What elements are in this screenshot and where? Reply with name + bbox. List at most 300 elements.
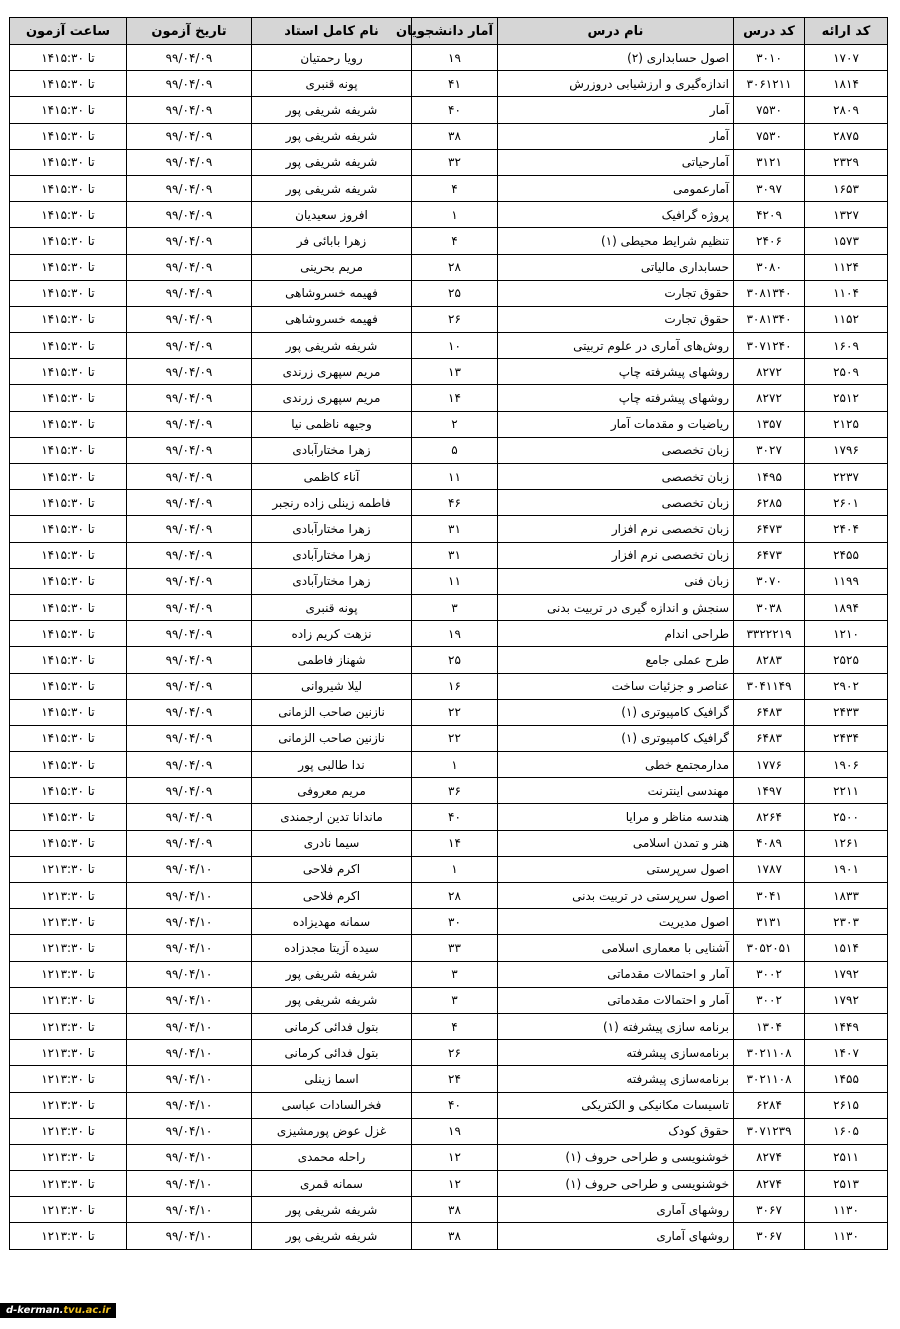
offering-code-cell: ۲۶۱۵: [805, 1092, 888, 1118]
course-code-cell: ۳۱۳۱: [734, 909, 805, 935]
student-count-cell: ۴: [412, 175, 498, 201]
course-code-cell: ۳۰۷۰: [734, 568, 805, 594]
table-row: [10, 202, 888, 228]
course-name-cell: ریاضیات و مقدمات آمار: [498, 411, 734, 437]
exam-date-cell: ۹۹/۰۴/۰۹: [127, 830, 252, 856]
exam-date-cell: ۹۹/۰۴/۰۹: [127, 621, 252, 647]
instructor-name-cell: زهرا مختارآبادی: [252, 437, 412, 463]
table-row: [10, 909, 888, 935]
instructor-name-cell: پونه قنبری: [252, 594, 412, 620]
table-row: [10, 123, 888, 149]
offering-code-cell: ۲۴۵۵: [805, 542, 888, 568]
instructor-name-cell: سمانه قمری: [252, 1171, 412, 1197]
course-name-cell: زبان تخصصی: [498, 464, 734, 490]
student-count-cell: ۱۶: [412, 673, 498, 699]
course-name-cell: برنامه‌سازی پیشرفته: [498, 1040, 734, 1066]
exam-date-cell: ۹۹/۰۴/۱۰: [127, 1013, 252, 1039]
course-code-cell: ۳۰۲۱۱۰۸: [734, 1066, 805, 1092]
student-count-cell: ۱۳: [412, 359, 498, 385]
course-name-cell: خوشنویسی و طراحی حروف (۱): [498, 1171, 734, 1197]
instructor-name-cell: فهیمه خسروشاهی: [252, 306, 412, 332]
exam-date-cell: ۹۹/۰۴/۰۹: [127, 647, 252, 673]
course-code-cell: ۶۴۸۳: [734, 725, 805, 751]
student-count-cell: ۱۹: [412, 45, 498, 71]
offering-code-cell: ۱۸۳۳: [805, 883, 888, 909]
student-count-cell: ۴۰: [412, 1092, 498, 1118]
exam-date-cell: ۹۹/۰۴/۰۹: [127, 464, 252, 490]
course-name-cell: زبان تخصصی: [498, 437, 734, 463]
table-row: [10, 1066, 888, 1092]
header-exam-time: ساعت آزمون: [10, 18, 127, 45]
offering-code-cell: ۲۴۳۳: [805, 699, 888, 725]
offering-code-cell: ۱۱۰۴: [805, 280, 888, 306]
instructor-name-cell: فخرالسادات عباسی: [252, 1092, 412, 1118]
exam-time-cell: ۱۲تا ۱۳:۳۰: [10, 1013, 127, 1039]
table-row: [10, 175, 888, 201]
course-name-cell: حقوق کودک: [498, 1118, 734, 1144]
exam-date-cell: ۹۹/۰۴/۱۰: [127, 883, 252, 909]
exam-date-cell: ۹۹/۰۴/۱۰: [127, 1066, 252, 1092]
course-code-cell: ۳۰۷۱۲۴۰: [734, 333, 805, 359]
exam-time-cell: ۱۲تا ۱۳:۳۰: [10, 1171, 127, 1197]
offering-code-cell: ۱۱۹۹: [805, 568, 888, 594]
instructor-name-cell: زهرا بابائی فر: [252, 228, 412, 254]
instructor-name-cell: شریفه شریفی پور: [252, 1197, 412, 1223]
exam-time-cell: ۱۴تا ۱۵:۳۰: [10, 830, 127, 856]
exam-time-cell: ۱۲تا ۱۳:۳۰: [10, 935, 127, 961]
course-name-cell: آمار: [498, 97, 734, 123]
instructor-name-cell: زهرا مختارآبادی: [252, 542, 412, 568]
exam-date-cell: ۹۹/۰۴/۰۹: [127, 778, 252, 804]
offering-code-cell: ۲۲۱۱: [805, 778, 888, 804]
exam-time-cell: ۱۴تا ۱۵:۳۰: [10, 202, 127, 228]
course-name-cell: زبان تخصصی نرم افزار: [498, 542, 734, 568]
course-code-cell: ۶۴۷۳: [734, 542, 805, 568]
exam-time-cell: ۱۴تا ۱۵:۳۰: [10, 725, 127, 751]
student-count-cell: ۲۲: [412, 725, 498, 751]
site-watermark: d-kerman.tvu.ac.ir: [0, 1303, 116, 1318]
exam-time-cell: ۱۴تا ۱۵:۳۰: [10, 306, 127, 332]
student-count-cell: ۱: [412, 752, 498, 778]
course-code-cell: ۷۵۳۰: [734, 97, 805, 123]
instructor-name-cell: نزهت کریم زاده: [252, 621, 412, 647]
course-name-cell: خوشنویسی و طراحی حروف (۱): [498, 1144, 734, 1170]
student-count-cell: ۲۴: [412, 1066, 498, 1092]
course-code-cell: ۸۲۷۲: [734, 359, 805, 385]
course-name-cell: حسابداری مالیاتی: [498, 254, 734, 280]
course-name-cell: حقوق تجارت: [498, 306, 734, 332]
course-name-cell: اصول مدیریت: [498, 909, 734, 935]
table-row: [10, 673, 888, 699]
course-name-cell: روشهای آماری: [498, 1223, 734, 1249]
student-count-cell: ۱۰: [412, 333, 498, 359]
exam-date-cell: ۹۹/۰۴/۰۹: [127, 411, 252, 437]
instructor-name-cell: فهیمه خسروشاهی: [252, 280, 412, 306]
instructor-name-cell: شریفه شریفی پور: [252, 961, 412, 987]
course-name-cell: برنامه سازی پیشرفته (۱): [498, 1013, 734, 1039]
offering-code-cell: ۱۲۶۱: [805, 830, 888, 856]
student-count-cell: ۱۱: [412, 464, 498, 490]
exam-date-cell: ۹۹/۰۴/۰۹: [127, 542, 252, 568]
course-code-cell: ۱۴۹۵: [734, 464, 805, 490]
table-row: [10, 437, 888, 463]
course-name-cell: اصول حسابداری (۲): [498, 45, 734, 71]
exam-date-cell: ۹۹/۰۴/۰۹: [127, 673, 252, 699]
student-count-cell: ۳: [412, 987, 498, 1013]
offering-code-cell: ۲۵۱۲: [805, 385, 888, 411]
offering-code-cell: ۲۱۲۵: [805, 411, 888, 437]
course-code-cell: ۶۲۸۴: [734, 1092, 805, 1118]
table-row: [10, 647, 888, 673]
exam-time-cell: ۱۴تا ۱۵:۳۰: [10, 228, 127, 254]
offering-code-cell: ۱۴۰۷: [805, 1040, 888, 1066]
offering-code-cell: ۲۵۱۳: [805, 1171, 888, 1197]
offering-code-cell: ۲۸۰۹: [805, 97, 888, 123]
table-row: [10, 935, 888, 961]
exam-time-cell: ۱۴تا ۱۵:۳۰: [10, 411, 127, 437]
student-count-cell: ۳۱: [412, 542, 498, 568]
course-code-cell: ۱۷۷۶: [734, 752, 805, 778]
course-name-cell: روش‌های آماری در علوم تربیتی: [498, 333, 734, 359]
student-count-cell: ۲۵: [412, 280, 498, 306]
course-name-cell: گرافیک کامپیوتری (۱): [498, 725, 734, 751]
course-code-cell: ۳۰۸۰: [734, 254, 805, 280]
exam-date-cell: ۹۹/۰۴/۰۹: [127, 97, 252, 123]
instructor-name-cell: آناء کاظمی: [252, 464, 412, 490]
offering-code-cell: ۲۳۰۳: [805, 909, 888, 935]
table-row: [10, 97, 888, 123]
offering-code-cell: ۲۸۷۵: [805, 123, 888, 149]
exam-date-cell: ۹۹/۰۴/۰۹: [127, 725, 252, 751]
offering-code-cell: ۱۲۱۰: [805, 621, 888, 647]
table-row: [10, 254, 888, 280]
student-count-cell: ۱۹: [412, 621, 498, 647]
student-count-cell: ۱: [412, 856, 498, 882]
table-row: [10, 464, 888, 490]
table-row: [10, 516, 888, 542]
table-row: [10, 333, 888, 359]
offering-code-cell: ۱۱۳۰: [805, 1223, 888, 1249]
course-code-cell: ۳۰۶۷: [734, 1197, 805, 1223]
header-course-code: کد درس: [734, 18, 805, 45]
offering-code-cell: ۲۵۰۹: [805, 359, 888, 385]
table-header-row: [10, 18, 888, 45]
exam-time-cell: ۱۴تا ۱۵:۳۰: [10, 464, 127, 490]
exam-time-cell: ۱۲تا ۱۳:۳۰: [10, 1223, 127, 1249]
course-name-cell: اصول سرپرستی در تربیت بدنی: [498, 883, 734, 909]
instructor-name-cell: مریم سپهری زرندی: [252, 385, 412, 411]
course-name-cell: روشهای پیشرفته چاپ: [498, 385, 734, 411]
course-code-cell: ۸۲۷۴: [734, 1171, 805, 1197]
student-count-cell: ۲۲: [412, 699, 498, 725]
offering-code-cell: ۱۱۳۰: [805, 1197, 888, 1223]
exam-date-cell: ۹۹/۰۴/۱۰: [127, 1171, 252, 1197]
table-row: [10, 490, 888, 516]
table-row: [10, 45, 888, 71]
header-offering-code: کد ارائه: [805, 18, 888, 45]
exam-date-cell: ۹۹/۰۴/۰۹: [127, 175, 252, 201]
course-name-cell: مهندسی اینترنت: [498, 778, 734, 804]
header-course-name: نام درس: [498, 18, 734, 45]
student-count-cell: ۴: [412, 228, 498, 254]
exam-time-cell: ۱۴تا ۱۵:۳۰: [10, 254, 127, 280]
offering-code-cell: ۱۶۰۵: [805, 1118, 888, 1144]
offering-code-cell: ۲۵۱۱: [805, 1144, 888, 1170]
exam-time-cell: ۱۴تا ۱۵:۳۰: [10, 752, 127, 778]
student-count-cell: ۵: [412, 437, 498, 463]
offering-code-cell: ۱۴۴۹: [805, 1013, 888, 1039]
offering-code-cell: ۱۷۰۷: [805, 45, 888, 71]
course-code-cell: ۳۱۲۱: [734, 149, 805, 175]
table-row: [10, 1144, 888, 1170]
exam-time-cell: ۱۲تا ۱۳:۳۰: [10, 987, 127, 1013]
instructor-name-cell: شریفه شریفی پور: [252, 175, 412, 201]
table-row: [10, 961, 888, 987]
exam-date-cell: ۹۹/۰۴/۱۰: [127, 909, 252, 935]
student-count-cell: ۱۲: [412, 1171, 498, 1197]
table-row: [10, 725, 888, 751]
course-name-cell: روشهای پیشرفته چاپ: [498, 359, 734, 385]
table-row: [10, 1040, 888, 1066]
student-count-cell: ۳۸: [412, 1223, 498, 1249]
exam-time-cell: ۱۴تا ۱۵:۳۰: [10, 97, 127, 123]
course-name-cell: طرح عملی جامع: [498, 647, 734, 673]
exam-time-cell: ۱۴تا ۱۵:۳۰: [10, 71, 127, 97]
course-name-cell: برنامه‌سازی پیشرفته: [498, 1066, 734, 1092]
instructor-name-cell: اکرم فلاحی: [252, 883, 412, 909]
student-count-cell: ۴: [412, 1013, 498, 1039]
course-code-cell: ۷۵۳۰: [734, 123, 805, 149]
instructor-name-cell: وجیهه ناظمی نیا: [252, 411, 412, 437]
table-row: [10, 280, 888, 306]
exam-date-cell: ۹۹/۰۴/۰۹: [127, 333, 252, 359]
course-name-cell: عناصر و جزئیات ساخت: [498, 673, 734, 699]
instructor-name-cell: زهرا مختارآبادی: [252, 516, 412, 542]
course-name-cell: آمار و احتمالات مقدماتی: [498, 961, 734, 987]
course-name-cell: آمار و احتمالات مقدماتی: [498, 987, 734, 1013]
table-row: [10, 228, 888, 254]
course-code-cell: ۳۰۰۲: [734, 961, 805, 987]
course-code-cell: ۸۲۸۳: [734, 647, 805, 673]
table-row: [10, 71, 888, 97]
exam-time-cell: ۱۴تا ۱۵:۳۰: [10, 699, 127, 725]
table-row: [10, 987, 888, 1013]
instructor-name-cell: سیده آزیتا مجدزاده: [252, 935, 412, 961]
table-row: [10, 1197, 888, 1223]
instructor-name-cell: مریم معروفی: [252, 778, 412, 804]
exam-time-cell: ۱۴تا ۱۵:۳۰: [10, 778, 127, 804]
exam-date-cell: ۹۹/۰۴/۰۹: [127, 149, 252, 175]
instructor-name-cell: غزل عوض پورمشیزی: [252, 1118, 412, 1144]
instructor-name-cell: ندا طالبی پور: [252, 752, 412, 778]
instructor-name-cell: سمانه مهدیزاده: [252, 909, 412, 935]
student-count-cell: ۳۸: [412, 1197, 498, 1223]
instructor-name-cell: فاطمه زینلی زاده رنجبر: [252, 490, 412, 516]
student-count-cell: ۳۶: [412, 778, 498, 804]
course-name-cell: مدارمجتمع خطی: [498, 752, 734, 778]
exam-time-cell: ۱۴تا ۱۵:۳۰: [10, 359, 127, 385]
table-row: [10, 385, 888, 411]
instructor-name-cell: شریفه شریفی پور: [252, 333, 412, 359]
instructor-name-cell: پونه قنبری: [252, 71, 412, 97]
course-name-cell: هنر و تمدن اسلامی: [498, 830, 734, 856]
student-count-cell: ۲۵: [412, 647, 498, 673]
table-row: [10, 306, 888, 332]
instructor-name-cell: مریم بحرینی: [252, 254, 412, 280]
exam-time-cell: ۱۴تا ۱۵:۳۰: [10, 333, 127, 359]
instructor-name-cell: شریفه شریفی پور: [252, 97, 412, 123]
course-name-cell: روشهای آماری: [498, 1197, 734, 1223]
student-count-cell: ۲۶: [412, 306, 498, 332]
exam-time-cell: ۱۲تا ۱۳:۳۰: [10, 883, 127, 909]
instructor-name-cell: راحله محمدی: [252, 1144, 412, 1170]
course-code-cell: ۳۰۴۱: [734, 883, 805, 909]
course-name-cell: اندازه‌گیری و ارزشیابی دروزرش: [498, 71, 734, 97]
course-code-cell: ۳۰۳۸: [734, 594, 805, 620]
course-name-cell: تاسیسات مکانیکی و الکتریکی: [498, 1092, 734, 1118]
course-name-cell: سنجش و اندازه گیری در تربیت بدنی: [498, 594, 734, 620]
exam-time-cell: ۱۴تا ۱۵:۳۰: [10, 437, 127, 463]
exam-time-cell: ۱۲تا ۱۳:۳۰: [10, 856, 127, 882]
course-code-cell: ۳۰۹۷: [734, 175, 805, 201]
course-code-cell: ۶۴۷۳: [734, 516, 805, 542]
course-code-cell: ۲۴۰۶: [734, 228, 805, 254]
course-name-cell: آمارحیاتی: [498, 149, 734, 175]
table-row: [10, 804, 888, 830]
table-row: [10, 1171, 888, 1197]
exam-date-cell: ۹۹/۰۴/۰۹: [127, 516, 252, 542]
offering-code-cell: ۲۵۲۵: [805, 647, 888, 673]
exam-date-cell: ۹۹/۰۴/۱۰: [127, 1040, 252, 1066]
instructor-name-cell: افروز سعیدیان: [252, 202, 412, 228]
header-student-count: آمار دانشجویان: [412, 18, 498, 45]
exam-time-cell: ۱۲تا ۱۳:۳۰: [10, 1144, 127, 1170]
table-row: [10, 621, 888, 647]
course-code-cell: ۳۰۵۲۰۵۱: [734, 935, 805, 961]
table-row: [10, 883, 888, 909]
offering-code-cell: ۱۳۲۷: [805, 202, 888, 228]
exam-date-cell: ۹۹/۰۴/۰۹: [127, 699, 252, 725]
student-count-cell: ۴۰: [412, 97, 498, 123]
course-name-cell: زبان تخصصی نرم افزار: [498, 516, 734, 542]
offering-code-cell: ۱۹۰۱: [805, 856, 888, 882]
instructor-name-cell: شهناز فاطمی: [252, 647, 412, 673]
student-count-cell: ۲۶: [412, 1040, 498, 1066]
exam-date-cell: ۹۹/۰۴/۱۰: [127, 961, 252, 987]
exam-time-cell: ۱۴تا ۱۵:۳۰: [10, 516, 127, 542]
exam-date-cell: ۹۹/۰۴/۰۹: [127, 280, 252, 306]
offering-code-cell: ۲۶۰۱: [805, 490, 888, 516]
table-row: [10, 542, 888, 568]
offering-code-cell: ۱۸۱۴: [805, 71, 888, 97]
course-code-cell: ۳۰۲۱۱۰۸: [734, 1040, 805, 1066]
exam-schedule-table: [9, 17, 888, 1250]
offering-code-cell: ۱۱۵۲: [805, 306, 888, 332]
table-row: [10, 594, 888, 620]
exam-time-cell: ۱۲تا ۱۳:۳۰: [10, 909, 127, 935]
exam-date-cell: ۹۹/۰۴/۱۰: [127, 1197, 252, 1223]
course-code-cell: ۳۰۸۱۳۴۰: [734, 306, 805, 332]
exam-time-cell: ۱۴تا ۱۵:۳۰: [10, 45, 127, 71]
course-name-cell: تنظیم شرایط محیطی (۱): [498, 228, 734, 254]
course-name-cell: آمارعمومی: [498, 175, 734, 201]
course-code-cell: ۸۲۷۲: [734, 385, 805, 411]
exam-date-cell: ۹۹/۰۴/۱۰: [127, 935, 252, 961]
course-code-cell: ۳۰۴۱۱۴۹: [734, 673, 805, 699]
course-name-cell: پروژه گرافیک: [498, 202, 734, 228]
exam-date-cell: ۹۹/۰۴/۰۹: [127, 202, 252, 228]
instructor-name-cell: اسما زینلی: [252, 1066, 412, 1092]
course-code-cell: ۳۰۶۱۲۱۱: [734, 71, 805, 97]
instructor-name-cell: شریفه شریفی پور: [252, 1223, 412, 1249]
course-code-cell: ۱۴۹۷: [734, 778, 805, 804]
student-count-cell: ۴۱: [412, 71, 498, 97]
course-name-cell: حقوق تجارت: [498, 280, 734, 306]
course-code-cell: ۳۰۱۰: [734, 45, 805, 71]
exam-time-cell: ۱۲تا ۱۳:۳۰: [10, 1197, 127, 1223]
instructor-name-cell: شریفه شریفی پور: [252, 149, 412, 175]
offering-code-cell: ۱۷۹۲: [805, 961, 888, 987]
offering-code-cell: ۱۴۵۵: [805, 1066, 888, 1092]
course-code-cell: ۸۲۷۴: [734, 1144, 805, 1170]
instructor-name-cell: نازنین صاحب الزمانی: [252, 699, 412, 725]
table-row: [10, 778, 888, 804]
exam-time-cell: ۱۴تا ۱۵:۳۰: [10, 568, 127, 594]
exam-date-cell: ۹۹/۰۴/۰۹: [127, 568, 252, 594]
offering-code-cell: ۲۵۰۰: [805, 804, 888, 830]
exam-time-cell: ۱۲تا ۱۳:۳۰: [10, 961, 127, 987]
exam-date-cell: ۹۹/۰۴/۰۹: [127, 228, 252, 254]
exam-date-cell: ۹۹/۰۴/۰۹: [127, 752, 252, 778]
instructor-name-cell: شریفه شریفی پور: [252, 123, 412, 149]
course-name-cell: طراحی اندام: [498, 621, 734, 647]
instructor-name-cell: سیما نادری: [252, 830, 412, 856]
student-count-cell: ۱۴: [412, 385, 498, 411]
table-row: [10, 149, 888, 175]
student-count-cell: ۱۹: [412, 1118, 498, 1144]
course-name-cell: زبان تخصصی: [498, 490, 734, 516]
table-row: [10, 411, 888, 437]
exam-time-cell: ۱۴تا ۱۵:۳۰: [10, 385, 127, 411]
exam-time-cell: ۱۴تا ۱۵:۳۰: [10, 175, 127, 201]
instructor-name-cell: مریم سپهری زرندی: [252, 359, 412, 385]
table-row: [10, 856, 888, 882]
student-count-cell: ۱۲: [412, 1144, 498, 1170]
offering-code-cell: ۱۶۰۹: [805, 333, 888, 359]
offering-code-cell: ۲۴۰۴: [805, 516, 888, 542]
course-code-cell: ۳۰۶۷: [734, 1223, 805, 1249]
student-count-cell: ۳۰: [412, 909, 498, 935]
table-row: [10, 830, 888, 856]
table-row: [10, 752, 888, 778]
exam-time-cell: ۱۲تا ۱۳:۳۰: [10, 1040, 127, 1066]
exam-time-cell: ۱۴تا ۱۵:۳۰: [10, 673, 127, 699]
offering-code-cell: ۱۵۷۳: [805, 228, 888, 254]
student-count-cell: ۱۱: [412, 568, 498, 594]
course-name-cell: آشنایی با معماری اسلامی: [498, 935, 734, 961]
exam-time-cell: ۱۴تا ۱۵:۳۰: [10, 621, 127, 647]
header-instructor-name: نام کامل استاد: [252, 18, 412, 45]
course-code-cell: ۶۴۸۳: [734, 699, 805, 725]
exam-time-cell: ۱۴تا ۱۵:۳۰: [10, 149, 127, 175]
instructor-name-cell: بتول فدائی کرمانی: [252, 1040, 412, 1066]
course-code-cell: ۳۳۲۲۲۱۹: [734, 621, 805, 647]
exam-time-cell: ۱۴تا ۱۵:۳۰: [10, 804, 127, 830]
offering-code-cell: ۲۳۲۹: [805, 149, 888, 175]
student-count-cell: ۲۸: [412, 883, 498, 909]
student-count-cell: ۴۶: [412, 490, 498, 516]
course-code-cell: ۳۰۲۷: [734, 437, 805, 463]
